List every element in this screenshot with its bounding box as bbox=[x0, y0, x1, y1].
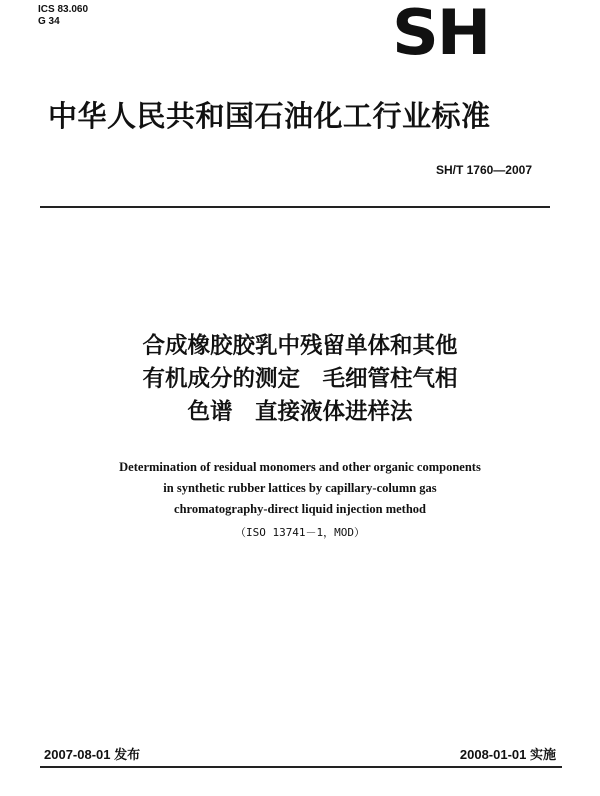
footer-divider bbox=[40, 766, 562, 768]
classification-codes bbox=[38, 4, 88, 28]
chinese-title-line: 合成橡胶胶乳中残留单体和其他 bbox=[142, 333, 458, 359]
issue-date: 2007-08-01 发布 bbox=[44, 747, 141, 762]
industry-standard-title: 中华人民共和国石油化工行业标准 bbox=[48, 99, 491, 133]
english-title-line: chromatography-direct liquid injection method bbox=[174, 502, 426, 516]
english-title-line: Determination of residual monomers and other organic components bbox=[119, 460, 481, 474]
adoption-reference: （ISO 13741－1，MOD） bbox=[234, 526, 366, 539]
ics-code: ICS 83.060 bbox=[38, 4, 89, 15]
implementation-date: 2008-01-01 实施 bbox=[459, 747, 556, 762]
chinese-title-line: 有机成分的测定 毛细管柱气相 bbox=[142, 366, 458, 392]
chinese-title bbox=[40, 330, 560, 429]
ccs-code: G 34 bbox=[38, 16, 60, 27]
sh-logo: SH bbox=[392, 0, 490, 69]
english-title bbox=[40, 457, 560, 520]
chinese-title-line: 色谱 直接液体进样法 bbox=[187, 399, 413, 425]
english-title-line: in synthetic rubber lattices by capillary-column gas bbox=[163, 481, 437, 495]
standard-number: SH/T 1760—2007 bbox=[435, 163, 532, 177]
header-divider bbox=[40, 206, 550, 208]
